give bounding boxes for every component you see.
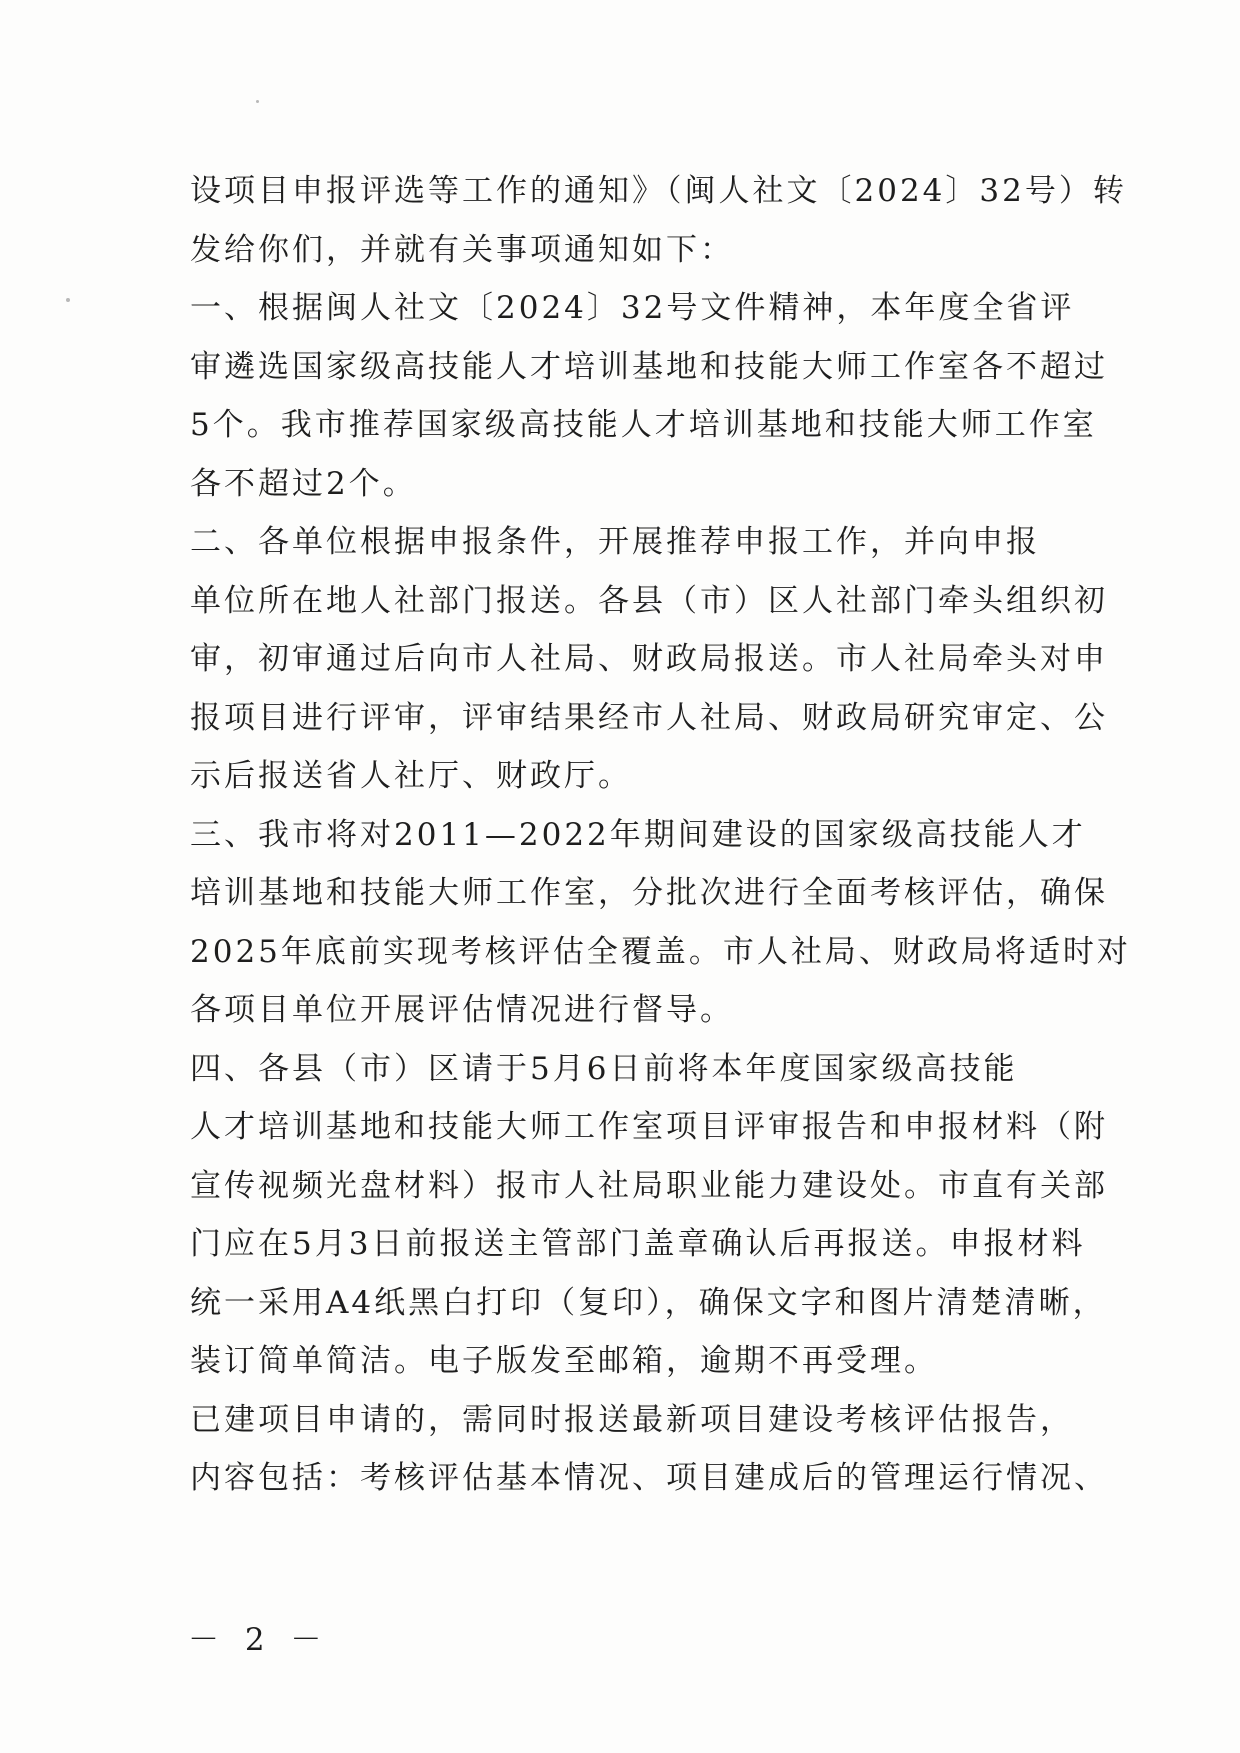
paragraph-3 bbox=[190, 513, 1108, 806]
document-body bbox=[190, 162, 1131, 1508]
text-line: 已建项目申请的，需同时报送最新项目建设考核评估报告， bbox=[190, 1401, 1074, 1438]
paragraph-5 bbox=[190, 1040, 1108, 1391]
text-line: 单位所在地人社部门报送。各县（市）区人社部门牵头组织初 bbox=[190, 582, 1108, 619]
text-line: 统一采用A4纸黑白打印（复印），确保文字和图片清楚清晰， bbox=[190, 1284, 1107, 1321]
text-line: 示后报送省人社厅、财政厅。 bbox=[190, 758, 632, 794]
scan-speck bbox=[256, 100, 259, 103]
text-line: 一、根据闽人社文〔2024〕32号文件精神，本年度全省评 bbox=[190, 290, 1075, 326]
text-line: 四、各县（市）区请于5月6日前将本年度国家级高技能 bbox=[190, 1050, 1018, 1087]
text-line: 培训基地和技能大师工作室，分批次进行全面考核评估，确保 bbox=[190, 875, 1108, 911]
text-line: 各不超过2个。 bbox=[190, 465, 417, 502]
text-line: 5个。我市推荐国家级高技能人才培训基地和技能大师工作室 bbox=[190, 407, 1097, 443]
text-line: 二、各单位根据申报条件，开展推荐申报工作，并向申报 bbox=[190, 524, 1040, 560]
text-line: 审，初审通过后向市人社局、财政局报送。市人社局牵头对申 bbox=[190, 641, 1108, 677]
text-line: 宣传视频光盘材料）报市人社局职业能力建设处。市直有关部 bbox=[190, 1167, 1108, 1204]
paragraph-1 bbox=[190, 162, 1127, 279]
text-line: 门应在5月3日前报送主管部门盖章确认后再报送。申报材料 bbox=[190, 1226, 1086, 1262]
text-line: 审遴选国家级高技能人才培训基地和技能大师工作室各不超过 bbox=[190, 348, 1108, 385]
text-line: 各项目单位开展评估情况进行督导。 bbox=[190, 992, 734, 1028]
text-line: 设项目申报评选等工作的通知》（闽人社文〔2024〕32号）转 bbox=[190, 173, 1127, 209]
paragraph-4 bbox=[190, 806, 1131, 1040]
text-line: 发给你们，并就有关事项通知如下： bbox=[190, 231, 734, 268]
text-line: 装订简单简洁。电子版发至邮箱，逾期不再受理。 bbox=[190, 1343, 938, 1379]
page-number: － 2 － bbox=[188, 1622, 330, 1658]
text-line: 报项目进行评审，评审结果经市人社局、财政局研究审定、公 bbox=[190, 699, 1108, 736]
paragraph-6 bbox=[190, 1391, 1108, 1508]
paragraph-2 bbox=[190, 279, 1108, 513]
text-line: 人才培训基地和技能大师工作室项目评审报告和申报材料（附 bbox=[190, 1109, 1108, 1145]
scan-speck bbox=[66, 298, 70, 302]
text-line: 内容包括：考核评估基本情况、项目建成后的管理运行情况、 bbox=[190, 1460, 1108, 1496]
text-line: 2025年底前实现考核评估全覆盖。市人社局、财政局将适时对 bbox=[190, 933, 1131, 970]
text-line: 三、我市将对2011—2022年期间建设的国家级高技能人才 bbox=[190, 816, 1086, 853]
